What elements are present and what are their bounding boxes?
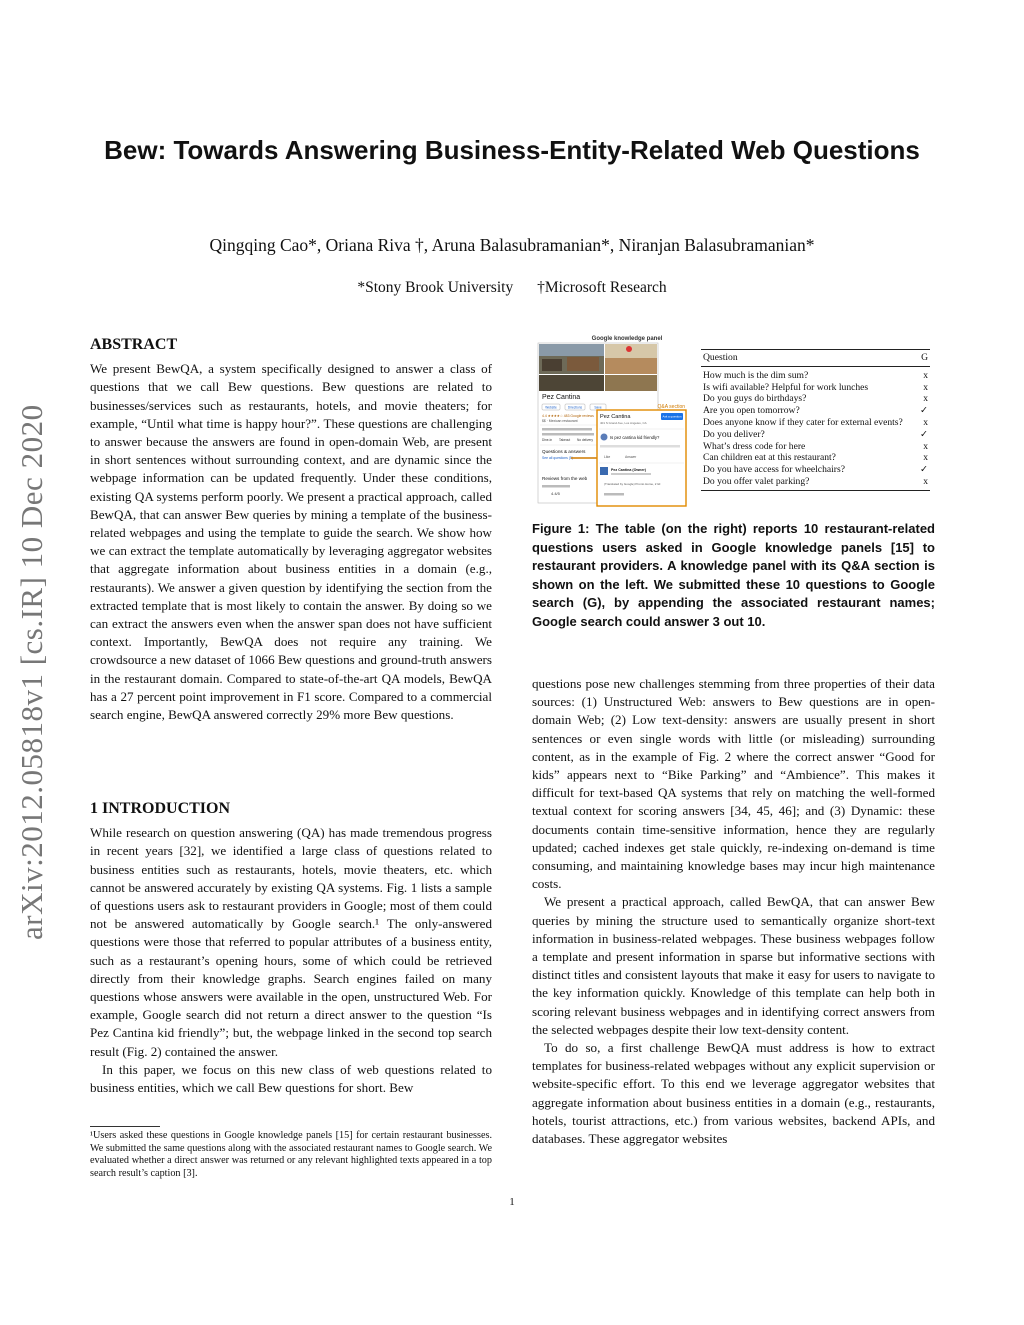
paper-title: Bew: Towards Answering Business-Entity-Related Web Questions [104,135,920,165]
question-cell: Do you guys do birthdays? [703,393,807,405]
question-cell: Can children eat at this restaurant? [703,452,836,464]
review-rating: 4.4/5 [551,491,560,496]
map-pin-icon [626,346,632,352]
popup-question: Is pez cantina kid friendly? [610,435,660,440]
owner-name: Pez Cantina (Owner) [611,468,646,472]
popup-place-name: Pez Cantina [600,414,631,420]
knowledge-panel-figure [537,333,687,508]
affiliations [100,279,924,297]
introduction-section [90,800,492,1097]
figure-caption: Figure 1: The table (on the right) reports 10 restaurant-related questions users asked in Google knowledge panels [15] to restaurant providers. A knowledge panel with its Q&A section is shown on the left. We submitted these 10 questions to Google search (G), by appending the associated restaurant names; Google search could answer 3 out 10. [532,521,935,629]
panel-tabs [542,404,606,410]
answer-mark: x [923,381,928,393]
place-name: Pez Cantina [542,394,581,401]
body-paragraph: To do so, a first challenge BewQA must address is how to extract templates for business-related webpages without any explicit supervision or website-specific effort. To this end we leverage aggregator websites that aggregate information about business entities in a domain (e.g., restaurants, hotels, tourist attractions, etc.) from various websites, backend APIs, and databases. These aggregator websites [532,1040,935,1147]
answer-mark: x [923,440,928,452]
avatar [601,434,608,441]
question-cell: Do you deliver? [703,428,765,440]
question-cell: Do you offer valet parking? [701,476,910,490]
qa-heading: Questions & answers [542,449,586,454]
question-cell: Do you have access for wheelchairs? [703,464,845,476]
rating-stars: 4.4 ★★★★☆ 483 Google reviews [542,414,594,418]
panel-tab: Directions [567,405,583,410]
question-cell: Are you open tomorrow? [703,405,800,417]
intro-paragraph: In this paper, we focus on this new class of web questions related to business entities, which we call Bew questions for short. Bew [90,1061,492,1096]
question-cell: Is wifi available? Helpful for work lunches [703,381,869,393]
abstract-heading: ABSTRACT [90,336,178,353]
affiliation-stony-brook: *Stony Brook University [357,279,514,296]
service-tag: Dine-in [542,438,553,442]
answer-mark: ✓ [919,405,928,417]
price-category: $$ · Mexican restaurant [542,419,578,423]
answer-mark: x [923,416,928,428]
body-paragraph: We present a practical approach, called BewQA, that can answer Bew queries by mining the structure used to semantically organize short-text information in business-related webpages. These business webpages follow a template and present information in sparse but informative sections with distinct titles and consistent layouts that make it easy for users to navigate to the key information quickly. Knowledge of this template can help both in scoring relevant business webpages and in identifying correct answers from the selected webpages despite their low text-density content. [532,894,935,1037]
ask-question-label: Ask a question [662,414,682,419]
body-paragraph: questions pose new challenges stemming from three properties of their data sources: (1) Unstructured Web: answers to Bew questions are in open-domain Web; (2) Low text-density: answers are usually present in short sentences or even single words with little (or misleading) surrounding content, as in the example of Fig. 2 where the correct answer “Good for kids” appears next to “Bike Parking” and “Ambience”. This makes it difficult for text-based QA systems that rely on matching the well-formed textual context for scoring answers [34, 45, 46]; and (3) Dynamic: these documents contain time-sensitive information, hence they are regularly updated; cached indexes get stale quickly, re-indexing on-demand is time consuming, and maintaining knowledge bases may incur high maintenance costs. [532,676,935,892]
answer-mark: x [923,393,928,405]
table-row [701,429,930,441]
page-number: 1 [509,1196,515,1208]
intro-paragraph: While research on question answering (QA) has made tremendous progress in recent years [32], we identified a large class of questions related to business entities such as restaurants, hotels, movie theaters, etc. which cannot be answered accurately by existing QA systems. Fig. 1 lists a sample of questions users ask to restaurant providers in Google; most of them could not be answered automatically by Google search.¹ The only-answered questions were those that referred to popular attributes of a business entity, such as a restaurant’s opening hours, some of which could be retrieved directly from their knowledge graphs. Search engines failed on many questions whose answers were available in the open, unstructured Web. For example, Google search did not return a direct answer to the question “Is Pez Cantina kid friendly”; but, the webpage linked in the second top search result (Fig. 2) contained the answer. [90,825,492,1059]
answer-mark: ✓ [919,428,928,440]
footnote-rule [90,1126,160,1127]
arxiv-identifier: arXiv:2012.05818v1 [cs.IR] 10 Dec 2020 [14,404,49,940]
service-tag: No delivery [577,438,593,442]
table-header-g: G [910,350,930,367]
popup-address: 401 S Grand Ave, Los Angeles, CA [600,421,647,425]
table-row [701,382,930,394]
qa-section-label: Q&A section [657,404,685,410]
table-row [701,441,930,453]
panel-header: Google knowledge panel [591,336,663,342]
question-cell: Does anyone know if they cater for external events? [703,416,903,428]
table-row [701,393,930,405]
table-row [701,464,930,476]
affiliation-microsoft: †Microsoft Research [537,279,667,296]
translated-note: (Translated by Google) Pronto Home, 2 lid [604,482,661,486]
question-cell: How much is the dim sum? [703,369,809,381]
table-header-question: Question [701,350,910,367]
answer-mark: ✓ [919,464,928,476]
owner-avatar [600,467,608,475]
table-row [701,452,930,464]
author-list: Qingqing Cao*, Oriana Riva †, Aruna Balasubramanian*, Niranjan Balasubramanian* [209,235,815,255]
panel-tab: Website [545,405,557,410]
answer-mark: x [923,452,928,464]
abstract-section [90,336,492,724]
introduction-heading: 1 INTRODUCTION [90,800,231,817]
questions-table [701,349,930,491]
service-tag: Takeout [559,438,571,442]
answer-mark: x [910,476,930,490]
panel-tab: Save [594,405,602,410]
abstract-text: We present BewQA, a system specifically designed to answer a class of questions that we call Bew questions. Bew questions are related to businesses/services such as restaurants, hotels, and movie theaters; for example, “Until what time is happy hour?”. These questions are challenging to answer because the answers are found in open-domain Web, are present in short sentences without surrounding context, and are dynamic since the webpage information can be updated frequently. Under these conditions, existing QA systems perform poorly. We present a practical approach, called BewQA, that can answer Bew queries by mining a template of the business-related webpages and using the template to guide the search. We show how we can extract the template automatically by leveraging aggregator websites that aggregate information about business entities in a domain (e.g., restaurants). We answer a given question by identifying the section from the extracted template that is most likely to contain the answer. By doing so we can extract the answers even when the answer span does not have sufficient context. Importantly, BewQA does not require any training. We crowdsource a new dataset of 1066 Bew questions and ground-truth answers in the restaurant domain. Compared to state-of-the-art QA models, BewQA has a 27 percent point improvement in F1 score. Compared to a commercial search engine, BewQA answered correctly 29% more Bew questions. [90,361,492,723]
reviews-heading: Reviews from the web [542,476,588,481]
table-header-row [701,350,930,367]
right-column-text [532,675,935,1148]
answer-button: Answer [625,455,637,459]
like-button: Like [604,455,611,459]
table-row [701,417,930,429]
table-row [701,405,930,417]
footnote: ¹Users asked these questions in Google knowledge panels [15] for certain restaurant businesses. We submitted the same questions along with the associated restaurant names to Google search. We evaluated whether a direct answer was returned or any relevant highlighted texts appeared in a top search result’s caption [3]. [90,1130,492,1179]
see-all-questions: See all questions (5) [542,456,573,460]
answer-mark: x [923,369,928,381]
table-row [701,366,930,381]
question-cell: What’s dress code for here [703,440,806,452]
table-row [701,476,930,490]
